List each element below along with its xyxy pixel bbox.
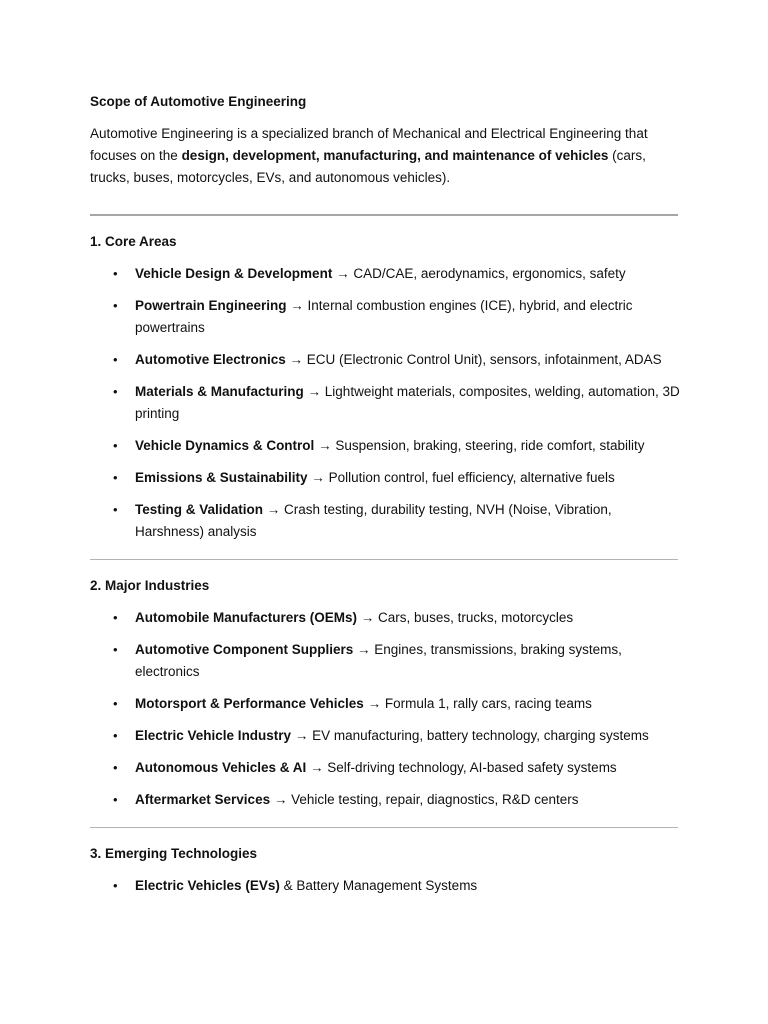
item-separator: → [306, 760, 328, 775]
section-heading: 3. Emerging Technologies [90, 846, 258, 861]
section-heading: 2. Major Industries [90, 578, 210, 593]
item-term: Vehicle Design & Development [135, 266, 333, 281]
bullet-icon: • [113, 878, 118, 893]
list-item [90, 467, 680, 489]
intro-text-before: Automotive Engineering is a specialized branch of Mechanical and Electrical Engineering that focuses on the [90, 126, 648, 163]
item-separator: → [291, 728, 313, 743]
item-term: Emissions & Sustainability [135, 470, 308, 485]
item-term: Materials & Manufacturing [135, 384, 304, 399]
section-divider [90, 214, 678, 216]
list-item [90, 875, 680, 897]
section-emerging-technologies [90, 843, 680, 897]
section-core-areas [90, 231, 680, 560]
item-description: ECU (Electronic Control Unit), sensors, infotainment, ADAS [306, 352, 662, 367]
bullet-icon: • [113, 642, 118, 657]
item-term: Automotive Component Suppliers [135, 642, 354, 657]
section-divider [90, 559, 678, 560]
item-separator: → [270, 792, 292, 807]
item-term: Motorsport & Performance Vehicles [135, 696, 364, 711]
item-description: Crash testing, durability testing, NVH (Noise, Vibration, Harshness) analysis [135, 502, 612, 539]
item-description: Suspension, braking, steering, ride comfort, stability [335, 438, 645, 453]
item-description: Internal combustion engines (ICE), hybrid, and electric powertrains [135, 298, 633, 335]
item-separator: & [279, 878, 297, 893]
list-item [90, 349, 680, 371]
intro-text-bold: design, development, manufacturing, and maintenance of vehicles [181, 148, 609, 163]
item-separator: → [314, 438, 336, 453]
item-term: Powertrain Engineering [135, 298, 287, 313]
item-description: Pollution control, fuel efficiency, alternative fuels [328, 470, 615, 485]
item-term: Autonomous Vehicles & AI [135, 760, 307, 775]
list-item [90, 295, 680, 339]
bullet-icon: • [113, 502, 118, 517]
bullet-icon: • [113, 352, 118, 367]
bullet-icon: • [113, 470, 118, 485]
item-separator: → [303, 384, 325, 399]
list-item [90, 435, 680, 457]
item-term: Vehicle Dynamics & Control [135, 438, 315, 453]
item-description: Lightweight materials, composites, welding, automation, 3D printing [135, 384, 680, 421]
intro-paragraph [90, 123, 680, 189]
list-item [90, 639, 680, 683]
bullet-icon: • [113, 792, 118, 807]
bullet-icon: • [113, 266, 118, 281]
item-separator: → [357, 610, 379, 625]
bullet-icon: • [113, 298, 118, 313]
section-divider [90, 827, 678, 828]
item-description: CAD/CAE, aerodynamics, ergonomics, safety [353, 266, 626, 281]
bullet-icon: • [113, 610, 118, 625]
bullet-list [90, 875, 680, 897]
item-description: Formula 1, rally cars, racing teams [384, 696, 592, 711]
bullet-list [90, 607, 680, 811]
item-term: Automotive Electronics [135, 352, 286, 367]
list-item [90, 725, 680, 747]
item-description: Self-driving technology, AI-based safety systems [327, 760, 617, 775]
list-item [90, 607, 680, 629]
item-separator: → [353, 642, 375, 657]
list-item [90, 789, 680, 811]
item-term: Testing & Validation [135, 502, 264, 517]
bullet-icon: • [113, 696, 118, 711]
item-description: EV manufacturing, battery technology, charging systems [312, 728, 649, 743]
item-description: Engines, transmissions, braking systems, electronics [135, 642, 622, 679]
item-term: Automobile Manufacturers (OEMs) [135, 610, 358, 625]
item-separator: → [263, 502, 285, 517]
item-separator: → [286, 298, 308, 313]
item-separator: → [285, 352, 307, 367]
list-item [90, 263, 680, 285]
item-description: Vehicle testing, repair, diagnostics, R&D centers [291, 792, 579, 807]
intro-text-after: (cars, trucks, buses, motorcycles, EVs, and autonomous vehicles). [90, 148, 646, 185]
list-item [90, 381, 680, 425]
document-body [90, 91, 680, 907]
item-term: Electric Vehicle Industry [135, 728, 292, 743]
bullet-icon: • [113, 438, 118, 453]
item-description: Cars, buses, trucks, motorcycles [378, 610, 574, 625]
list-item [90, 499, 680, 543]
bullet-list [90, 263, 680, 543]
item-separator: → [307, 470, 329, 485]
item-separator: → [332, 266, 354, 281]
item-term: Aftermarket Services [135, 792, 271, 807]
list-item [90, 693, 680, 715]
bullet-icon: • [113, 728, 118, 743]
bullet-icon: • [113, 760, 118, 775]
item-separator: → [363, 696, 385, 711]
item-description: Battery Management Systems [296, 878, 478, 893]
list-item [90, 757, 680, 779]
item-term: Electric Vehicles (EVs) [135, 878, 280, 893]
section-major-industries [90, 575, 680, 828]
document-title: Scope of Automotive Engineering [90, 94, 307, 109]
section-heading: 1. Core Areas [90, 234, 177, 249]
bullet-icon: • [113, 384, 118, 399]
